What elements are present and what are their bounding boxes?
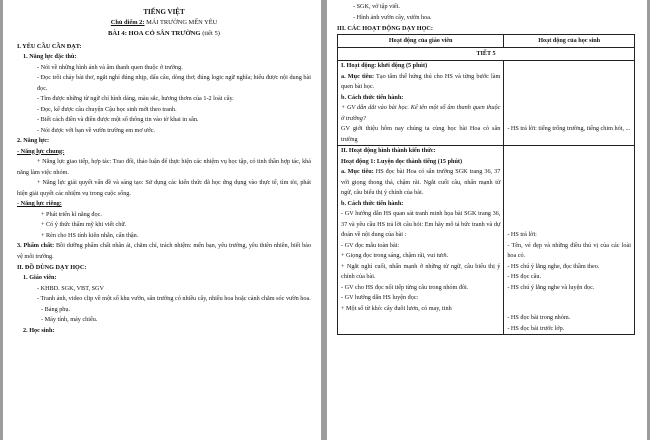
objective — [341, 72, 500, 93]
activity-heading: I. Hoạt động: khởi động (5 phút) — [341, 62, 428, 69]
lesson-name: BÀI 4: HOA CỎ SÂN TRƯỜNG — [108, 29, 201, 37]
table-row — [338, 48, 635, 61]
list-item: - SGK, vở tập viết. — [353, 3, 400, 10]
section-heading: II. ĐỒ DÙNG DẠY HỌC: — [17, 264, 87, 271]
teacher-cell — [338, 61, 504, 146]
teacher-step: + Một số từ khó: cây đuôi lươn, cỏ may, tinh — [341, 304, 452, 312]
student-step: - HS trả lời: tiếng trống trường, tiếng chim hót, ... — [507, 125, 631, 132]
spacer — [507, 293, 631, 313]
activity-subheading: Hoạt động 1: Luyện đọc thành tiếng (15 phút) — [341, 157, 463, 165]
student-step: - HS chú ý lắng nghe, đọc thầm theo. — [507, 262, 600, 270]
column-header-student: Hoạt động của học sinh — [504, 35, 635, 48]
left-page — [3, 0, 321, 440]
table-header-row — [338, 35, 635, 48]
teacher-step: + GV dẫn dắt vào bài học. Kể tên một số âm thanh quen thuộc ở trường? — [341, 104, 501, 122]
student-step: - HS trả lời: — [507, 231, 537, 238]
student-cell — [504, 61, 635, 146]
subsection-heading: 1. Giáo viên: — [23, 274, 57, 281]
list-item: - Tìm được những từ ngữ chỉ hình dáng, màu sắc, hương thơm của 1-2 loài cây. — [37, 95, 234, 102]
period-label: TIẾT 5 — [338, 48, 635, 61]
objective-label: a. Mục tiêu: — [341, 72, 375, 80]
theme-title — [17, 18, 311, 29]
lesson-period: (tiết 5) — [200, 29, 220, 37]
procedure-heading: b. Cách thức tiến hành: — [341, 199, 404, 207]
list-item: - KHBD. SGK, VBT, SGV — [37, 284, 104, 292]
section-heading: I. YÊU CẦU CẦN ĐẠT: — [17, 43, 82, 50]
teacher-step: - GV hướng dẫn HS luyện đọc: — [341, 294, 419, 301]
list-item: + Phát triển kĩ năng đọc. — [41, 210, 102, 218]
student-step: - HS chú ý lắng nghe và luyện đọc. — [507, 283, 595, 291]
list-item: - Nói về những hình ảnh và âm thanh quen thuộc ở trường. — [37, 63, 183, 71]
objective-text: Tạo tâm thế hứng thú cho HS và từng bước làm quen bài học. — [341, 72, 501, 90]
list-item: - Đọc trôi chảy bài thơ, ngắt nghỉ đúng nhịp, dấu câu, dòng thơ; đúng logic ngữ nghĩa; hiểu được nội dung bài đọc. — [37, 74, 311, 92]
student-cell — [504, 146, 635, 335]
objective-label: a. Mục tiêu: — [341, 168, 374, 175]
theme-name: MÁI TRƯỜNG MẾN YÊU — [144, 19, 218, 26]
spacer — [507, 61, 631, 124]
subsection-heading: 2. Năng lực: — [17, 137, 50, 144]
activities-table — [337, 34, 635, 335]
list-item: - Nói được với bạn về vườn trường em mơ ước. — [37, 126, 156, 134]
list-item: + Năng lực giao tiếp, hợp tác: Trao đổi, thảo luận để thực hiện các nhiệm vụ học tập, có tinh thần hợp tác, khả năng làm việc nhóm. — [17, 158, 311, 176]
subsection-heading: 1. Năng lực đặc thù: — [23, 53, 77, 60]
procedure-heading: b. Cách thức tiến hành: — [341, 93, 404, 101]
subsection-heading: 2. Học sinh: — [23, 326, 55, 334]
table-row — [338, 146, 635, 335]
spacer — [507, 146, 631, 230]
subsection-heading: - Năng lực riêng: — [17, 200, 62, 207]
student-step: - HS đọc câu. — [507, 273, 541, 280]
student-step: - HS đọc bài trước lớp. — [507, 324, 565, 332]
teacher-step: - GV cho HS đọc nối tiếp từng câu trong nhóm đôi. — [341, 283, 469, 291]
student-step: - Tên, vẻ đẹp và những điều thú vị của các loài hoa cỏ. — [507, 241, 631, 259]
list-item: + Rèn cho HS tính kiên nhẫn, cẩn thận. — [41, 231, 139, 239]
subject-title: TIẾNG VIỆT — [143, 8, 185, 16]
teacher-step: - GV hướng dẫn HS quan sát tranh minh họa bài SGK trang 36, 37 và yêu cầu HS trả lời câu hỏi: Em hãy mô tả bức tranh và dự đoán về nội dung của bài : — [341, 210, 501, 238]
list-item: - Tranh ảnh, video clip về một số khu vườn, sân trường có nhiều cây, nhiều hoa hoặc cảnh chăm sóc vườn hoa. — [37, 295, 311, 302]
lesson-title — [17, 29, 311, 40]
teacher-step: + Ngắt nghỉ cuối, nhấn mạnh ở những từ ngữ, câu biểu thị ý chính của bài. — [341, 262, 501, 280]
qualities-text: Bồi dưỡng phẩm chất nhân ái, chăm chỉ, trách nhiệm: mến bạn, yêu trường, yêu thiên nhiên, biết bảo vệ môi trường. — [17, 242, 312, 260]
subsection-heading: - Năng lực chung: — [17, 147, 65, 155]
objective-text: HS đọc bài Hoa cỏ sân trường SGK trang 36, 37 với giọng thong thả, chậm rãi. Ngắt cuối câu, nhấn mạnh từ ngữ, câu biểu thị ý chính của bài. — [341, 168, 501, 196]
column-header-teacher: Hoạt động của giáo viên — [338, 35, 504, 48]
qualities-label: 3. Phẩm chất: — [17, 242, 55, 249]
activity-heading: II. Hoạt động hình thành kiến thức: — [341, 147, 436, 154]
right-page — [327, 0, 647, 440]
qualities-paragraph — [17, 241, 311, 262]
section-heading: III. CÁC HOẠT ĐỘNG DẠY HỌC: — [337, 25, 433, 32]
list-item: - Bảng phụ. — [41, 305, 71, 313]
list-item: - Máy tính, máy chiếu. — [41, 316, 98, 323]
student-step: - HS đọc bài trong nhóm. — [507, 314, 571, 321]
teacher-step: + Giọng đọc trong sáng, chậm rãi, vui tươi. — [341, 252, 449, 259]
list-item: - Hình ảnh vườn cây, vườn hoa. — [353, 13, 432, 21]
teacher-step: GV giới thiệu hôm nay chúng ta cùng học bài Hoa cỏ sân trường — [341, 125, 501, 143]
table-row — [338, 61, 635, 146]
teacher-step: - GV đọc mẫu toàn bài: — [341, 241, 400, 249]
list-item: - Đọc, kể được câu chuyện Cậu học sinh mới theo tranh. — [37, 105, 177, 113]
theme-prefix: Chủ điểm 2: — [110, 19, 145, 26]
objective — [341, 167, 500, 199]
teacher-cell — [338, 146, 504, 335]
list-item: + Có ý thức thẩm mỹ khi viết chữ. — [41, 221, 127, 228]
list-item: + Năng lực giải quyết vấn đề và sáng tạo: Sử dụng các kiến thức đã học ứng dụng vào thực tế, tìm tòi, phát hiện giải quyết các nhiệm vụ trong cuộc sống. — [17, 179, 311, 197]
list-item: - Biết cách điền và điền được một số thông tin vào tờ khai in sẵn. — [37, 116, 199, 123]
